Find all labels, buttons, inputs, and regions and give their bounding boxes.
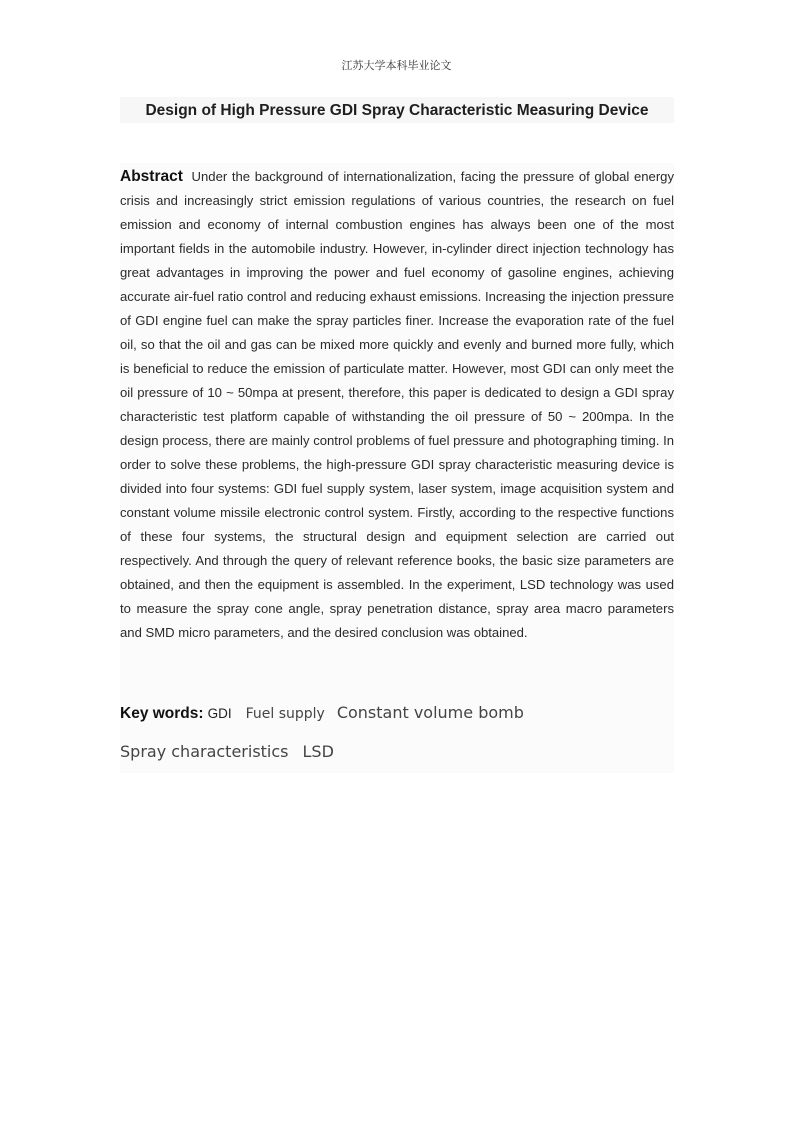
abstract-paragraph xyxy=(120,165,674,645)
abstract-text: Under the background of internationalization, facing the pressure of global energy crisis and increasingly strict emission regulations of various countries, the research on fuel emission and economy of internal combustion engines has always been one of the most important fields in the automobile industry. However, in-cylinder direct injection technology has great advantages in improving the power and fuel economy of gasoline engines, achieving accurate air-fuel ratio control and reducing exhaust emissions. Increasing the injection pressure of GDI engine fuel can make the spray particles finer. Increase the evaporation rate of the fuel oil, so that the oil and gas can be mixed more quickly and evenly and burned more fully, which is beneficial to reduce the emission of particulate matter. However, most GDI can only meet the oil pressure of 10 ~ 50mpa at present, therefore, this paper is dedicated to design a GDI spray characteristic test platform capable of withstanding the oil pressure of 50 ~ 200mpa. In the design process, there are mainly control problems of fuel pressure and photographing timing. In order to solve these problems, the high-pressure GDI spray characteristic measuring device is divided into four systems: GDI fuel supply system, laser system, image acquisition system and constant volume missile electronic control system. Firstly, according to the respective functions of these four systems, the structural design and equipment selection are carried out respectively. And through the query of relevant reference books, the basic size parameters are obtained, and then the equipment is assembled. In the experiment, LSD technology was used to measure the spray cone angle, spray penetration distance, spray area macro parameters and SMD micro parameters, and the desired conclusion was obtained. xyxy=(120,169,675,640)
keywords-line-1 xyxy=(120,700,674,726)
keyword-spray-characteristics: Spray characteristics xyxy=(120,742,289,761)
keywords-label: Key words: xyxy=(120,705,204,722)
abstract-label: Abstract xyxy=(120,168,183,185)
running-header: 江苏大学本科毕业论文 xyxy=(341,59,452,72)
keyword-gdi: GDI xyxy=(207,706,232,721)
thesis-title: Design of High Pressure GDI Spray Characteristic Measuring Device xyxy=(145,102,649,119)
keyword-fuel-supply: Fuel supply xyxy=(245,706,325,722)
keyword-constant-volume-bomb: Constant volume bomb xyxy=(336,703,524,722)
keywords-line-2 xyxy=(120,739,674,765)
keyword-lsd: LSD xyxy=(302,742,334,761)
